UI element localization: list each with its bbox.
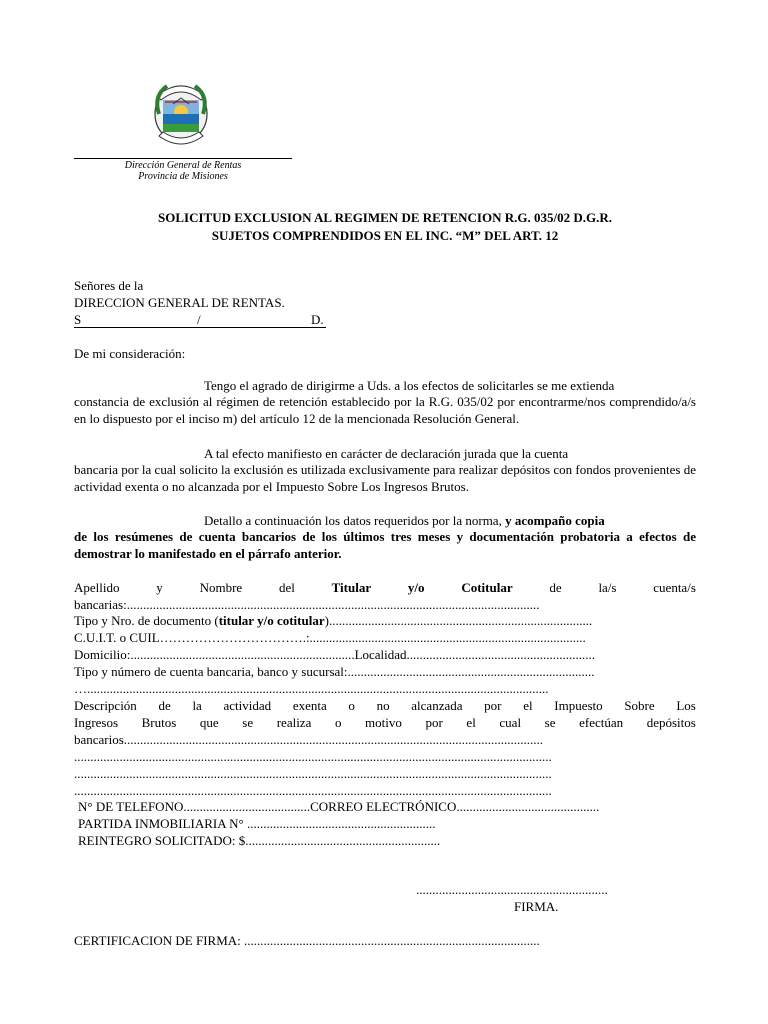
field-tipo-cuenta: Tipo y número de cuenta bancaria, banco y sucursal:............................................................................ [74,664,595,679]
word: efectúan [579,715,624,730]
word: alcanzada [411,698,463,713]
word: se [544,715,556,730]
word: cuenta/s [653,580,696,595]
provincia-misiones-seal-icon [143,74,219,150]
para3-first-normal: Detallo a continuación los datos requeridos por la norma, [204,513,502,528]
field-tipo-documento [74,613,696,629]
word: Los [676,698,696,713]
field-partida: PARTIDA INMOBILIARIA N° .......................................................... [78,816,436,831]
tipo-doc-bold: titular y/o cotitular [218,613,325,628]
word: motivo [365,715,402,730]
addressee-line1: Señores de la [74,278,144,293]
para1-first-line: Tengo el agrado de dirigirme a Uds. a los efectos de solicitarles se me extienda [204,378,615,393]
word: se [242,715,254,730]
addressee-line2: DIRECCION GENERAL DE RENTAS. [74,295,285,310]
tipo-doc-dots: )................................................................................. [324,613,593,628]
d-letter: D. [311,312,324,327]
signature-label: FIRMA. [514,899,559,914]
field-telefono-correo: N° DE TELEFONO.......................................CORREO ELECTRÓNICO............................................ [78,799,600,814]
word: cual [499,715,522,730]
dot-line-2: ................................................................................................................................................... [74,766,552,781]
word: Cotitular [461,580,513,595]
para1-body: constancia de exclusión al régimen de retención establecido por la R.G. 035/02 por encontrarme/nos comprendido/a/s en lo dispuesto por el inciso m) del artículo 12 de la mencionada Resolución General. [74,394,696,426]
word: la [192,698,202,713]
field-domicilio: Domicilio:.....................................................................Localidad.......................................................... [74,647,596,662]
word: no [376,698,390,713]
field-descripcion [74,698,696,714]
para3-first-bold: y acompaño copia [505,513,605,528]
word: y [156,580,163,595]
para2-first-line [204,446,696,462]
word: por [425,715,443,730]
word: Titular [331,580,372,595]
word: la/s [598,580,617,595]
word: el [523,698,533,713]
document-title: SOLICITUD EXCLUSION AL REGIMEN DE RETENCION R.G. 035/02 D.G.R. [158,210,612,225]
word: y/o [407,580,425,595]
certificacion-firma: CERTIFICACION DE FIRMA: ........................................................................................... [74,933,540,948]
tipo-doc-label: Tipo y Nro. de documento ( [74,613,219,628]
dept-name: Dirección General de Rentas [124,160,242,171]
word: Brutos [141,715,177,730]
word: de [549,580,562,595]
field-bancarias: bancarias:............................................................................................................................... [74,597,540,612]
word: Ingresos [74,715,119,730]
field-reintegro: REINTEGRO SOLICITADO: $............................................................ [78,833,441,848]
word: que [199,715,219,730]
word: exenta [292,698,327,713]
s-letter: S [74,312,82,327]
word: Sobre [624,698,655,713]
word: Impuesto [554,698,603,713]
dot-line-1: ................................................................................................................................................... [74,749,552,764]
field-ingresos [74,715,696,731]
word: por [484,698,502,713]
word: Apellido [74,580,120,595]
field-cuit: C.U.I.T. o CUIL…………………………….:..................................................................................... [74,630,586,645]
para2-first-text: A tal efecto manifiesto en carácter de declaración jurada que la cuenta [204,446,569,461]
word: depósitos [646,715,696,730]
word: del [278,580,295,595]
field-continuation: ….............................................................................................................................................. [74,681,549,696]
para3-body: de los resúmenes de cuenta bancarios de los últimos tres meses y documentación probatoria a efectos de demostrar lo manifestado en el párrafo anterior. [74,529,696,561]
document-subtitle: SUJETOS COMPRENDIDOS EN EL INC. “M” DEL ART. 12 [211,228,559,243]
greeting: De mi consideración: [74,346,186,361]
word: Nombre [199,580,243,595]
field-apellido-nombre [74,580,696,596]
word: de [158,698,171,713]
word: o [334,715,342,730]
word: actividad [223,698,272,713]
header-rule [74,158,292,159]
para2-body: bancaria por la cual solicito la exclusión es utilizada exclusivamente para realizar depósitos con fondos provenientes de actividad exenta o no alcanzada por el Impuesto Sobre Los Ingresos Brutos. [74,462,696,494]
word: el [466,715,476,730]
field-bancarios: bancarios................................................................................................................................. [74,732,544,747]
word: Descripción [74,698,137,713]
dot-line-3: ................................................................................................................................................... [74,783,552,798]
word: o [348,698,355,713]
word: realiza [276,715,312,730]
signature-line: ........................................................... [416,882,608,897]
slash: / [197,312,201,327]
dept-province: Provincia de Misiones [138,171,228,182]
para3-first-line [204,513,696,529]
